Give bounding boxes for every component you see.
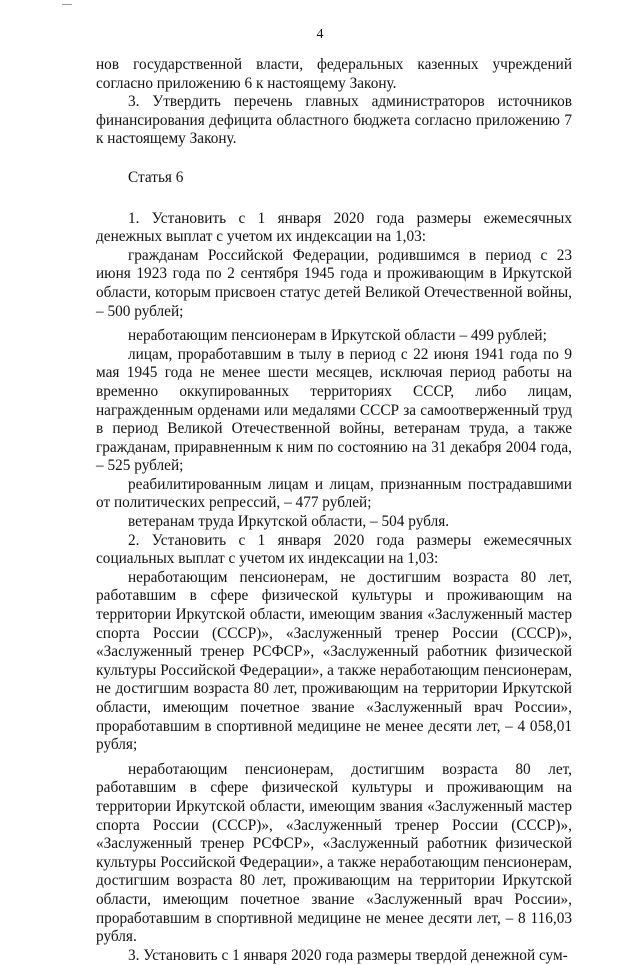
paragraph-article-6-part-1: 1. Установить с 1 января 2020 года размеры ежемесячных денежных выплат с учетом их индексации на 1,03:: [96, 209, 572, 246]
paragraph-rehabilitated: реабилитированным лицам и лицам, признанным пострадавшими от политических репрессий, – 477 рублей;: [96, 475, 572, 512]
paragraph-article-6-part-2: 2. Установить с 1 января 2020 года размеры ежемесячных социальных выплат с учетом их индексации на 1,03:: [96, 531, 572, 568]
paragraph-continuation: нов государственной власти, федеральных казенных учреждений согласно приложению 6 к настоящему Закону.: [96, 56, 572, 92]
paragraph-item-3: 3. Утвердить перечень главных администраторов источников финансирования дефицита областного бюджета согласно приложению 7 к настоящему Закону.: [96, 93, 572, 148]
paragraph-article-6-part-3: 3. Установить с 1 января 2020 года размеры твердой денежной сум-: [128, 946, 568, 964]
paragraph-labor-veterans: ветеранам труда Иркутской области, – 504 рубля.: [128, 513, 450, 531]
paragraph-pensioners: неработающим пенсионерам в Иркутской области – 499 рублей;: [128, 327, 547, 345]
paragraph-children-of-war: гражданам Российской Федерации, родившимся в период с 23 июня 1923 года по 2 сентября 1945 года и проживающим в Иркутской области, которым присвоен статус детей Великой Отечественной войны, – 500 рублей;: [96, 246, 572, 320]
paragraph-home-front-workers: лицам, проработавшим в тылу в период с 22 июня 1941 года по 9 мая 1945 года не менее шести месяцев, исключая период работы на временно оккупированных территориях СССР, либо лицам, награжденным орденами или медалями СССР за самоотверженный труд в период Великой Отечественной войны, ветеранам труда, а также гражданам, приравненным к ним по состоянию на 31 декабря 2004 года, – 525 рублей;: [96, 345, 572, 475]
article-heading: Статья 6: [128, 168, 184, 186]
paragraph-pensioners-under-80: неработающим пенсионерам, не достигшим возраста 80 лет, работавшим в сфере физической культуры и проживающим на территории Иркутской области, имеющим звания «Заслуженный мастер спорта России (СССР)», «Заслуженный тренер России (СССР)», «Заслуженный тренер РСФСР», «Заслуженный работник физической культуры Российской Федерации», а также неработающим пенсионерам, не достигшим возраста 80 лет, проживающим на территории Иркутской области, имеющим почетное звание «Заслуженный врач России», проработавшим в спортивной медицине не менее десяти лет, – 4 058,01 рубля;: [96, 568, 572, 754]
paragraph-pensioners-over-80: неработающим пенсионерам, достигшим возраста 80 лет, работавшим в сфере физической культуры и проживающим на территории Иркутской области, имеющим звания «Заслуженный мастер спорта России (СССР)», «Заслуженный тренер России (СССР)», «Заслуженный тренер РСФСР», «Заслуженный работник физической культуры Российской Федерации», а также неработающим пенсионерам, достигшим возраста 80 лет, проживающим на территории Иркутской области, имеющим почетное звание «Заслуженный врач России», проработавшим в спортивной медицине не менее десяти лет, – 8 116,03 рубля.: [96, 760, 572, 946]
document-body: [96, 56, 572, 965]
page-number: 4: [316, 27, 324, 42]
scan-artifact: [62, 0, 72, 5]
